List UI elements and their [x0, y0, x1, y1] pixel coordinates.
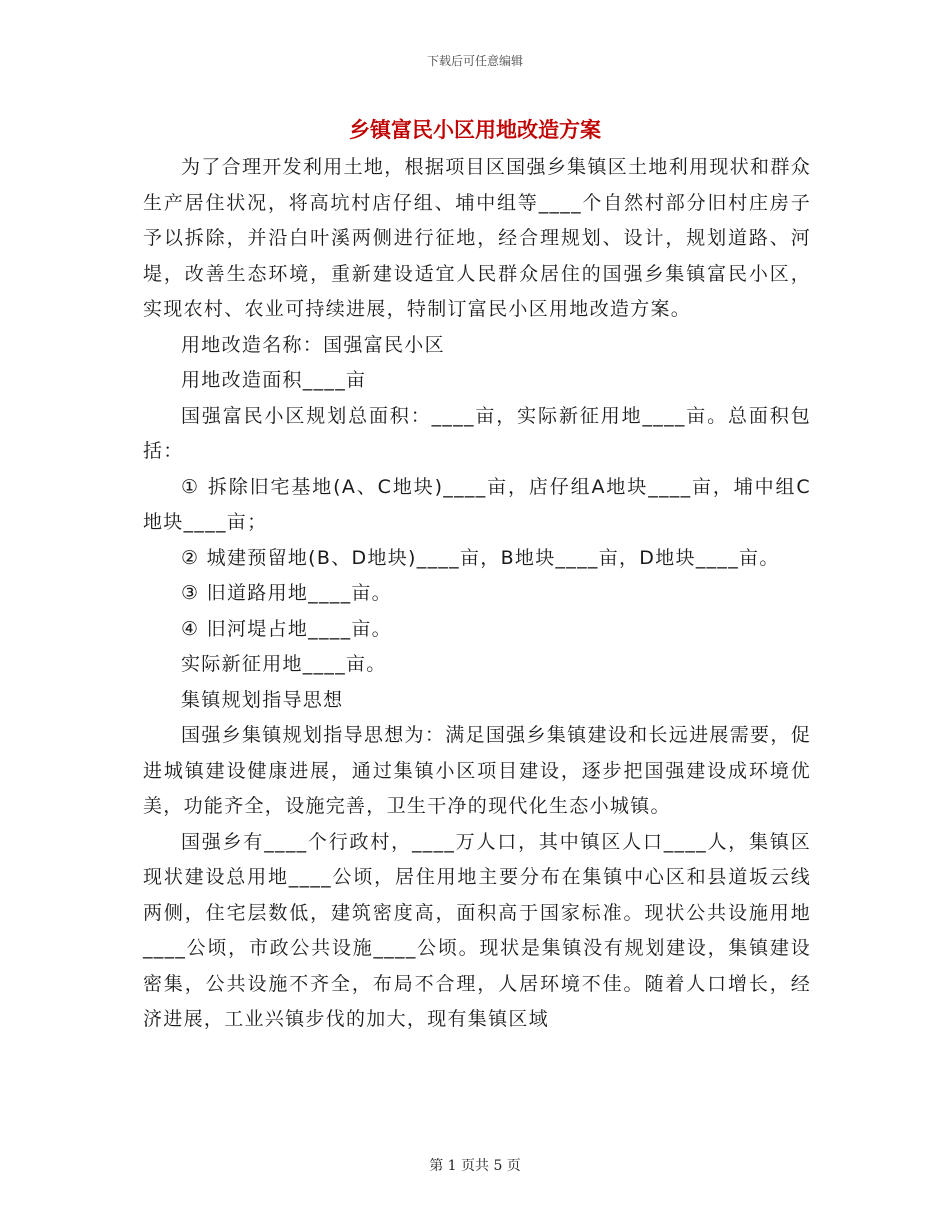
section-heading-guiding-idea: 集镇规划指导思想: [181, 688, 344, 711]
list-item-2: ② 城建预留地(B、D地块)____亩，B地块____亩，D地块____亩。: [181, 546, 780, 569]
paragraph-project-name: 用地改造名称：国强富民小区: [181, 333, 445, 356]
page-footer: 第 1 页共 5 页: [429, 1158, 521, 1174]
list-item-4: ④ 旧河堤占地____亩。: [181, 617, 392, 640]
list-item-1: ① 拆除旧宅基地(A、C地块)____亩，店仔组A地块____亩，埔中组C地块____亩；: [143, 475, 811, 533]
paragraph-guiding-idea: 国强乡集镇规划指导思想为：满足国强乡集镇建设和长远进展需要，促进城镇建设健康进展，通过集镇小区项目建设，逐步把国强建设成环境优美，功能齐全，设施完善，卫生干净的现代化生态小城镇。: [143, 724, 811, 817]
document-title: 乡镇富民小区用地改造方案: [349, 117, 601, 142]
paragraph-current-status: 国强乡有____个行政村，____万人口，其中镇区人口____人，集镇区现状建设总用地____公顷，居住用地主要分布在集镇中心区和县道坂云线两侧，住宅层数低，建筑密度高，面积高于国家标准。现状公共设施用地____公顷，市政公共设施____公顷。现状是集镇没有规划建设，集镇建设密集，公共设施不齐全，布局不合理，人居环境不佳。随着人口增长，经济进展，工业兴镇步伐的加大，现有集镇区域: [143, 830, 811, 1030]
paragraph-new-land: 实际新征用地____亩。: [181, 653, 387, 675]
paragraph-intro: 为了合理开发利用土地，根据项目区国强乡集镇区土地利用现状和群众生产居住状况，将高坑村店仔组、埔中组等____个自然村部分旧村庄房子予以拆除，并沿白叶溪两侧进行征地，经合理规划、设计，规划道路、河堤，改善生态环境，重新建设适宜人民群众居住的国强乡集镇富民小区，实现农村、农业可持续进展，特制订富民小区用地改造方案。: [143, 156, 811, 320]
page-header: 下载后可任意编辑: [426, 54, 523, 68]
paragraph-total-area: 国强富民小区规划总面积：____亩，实际新征用地____亩。总面积包括：: [143, 404, 811, 462]
paragraph-project-area: 用地改造面积____亩: [181, 369, 367, 391]
list-item-3: ③ 旧道路用地____亩。: [181, 582, 392, 604]
document-body: [143, 150, 811, 1038]
